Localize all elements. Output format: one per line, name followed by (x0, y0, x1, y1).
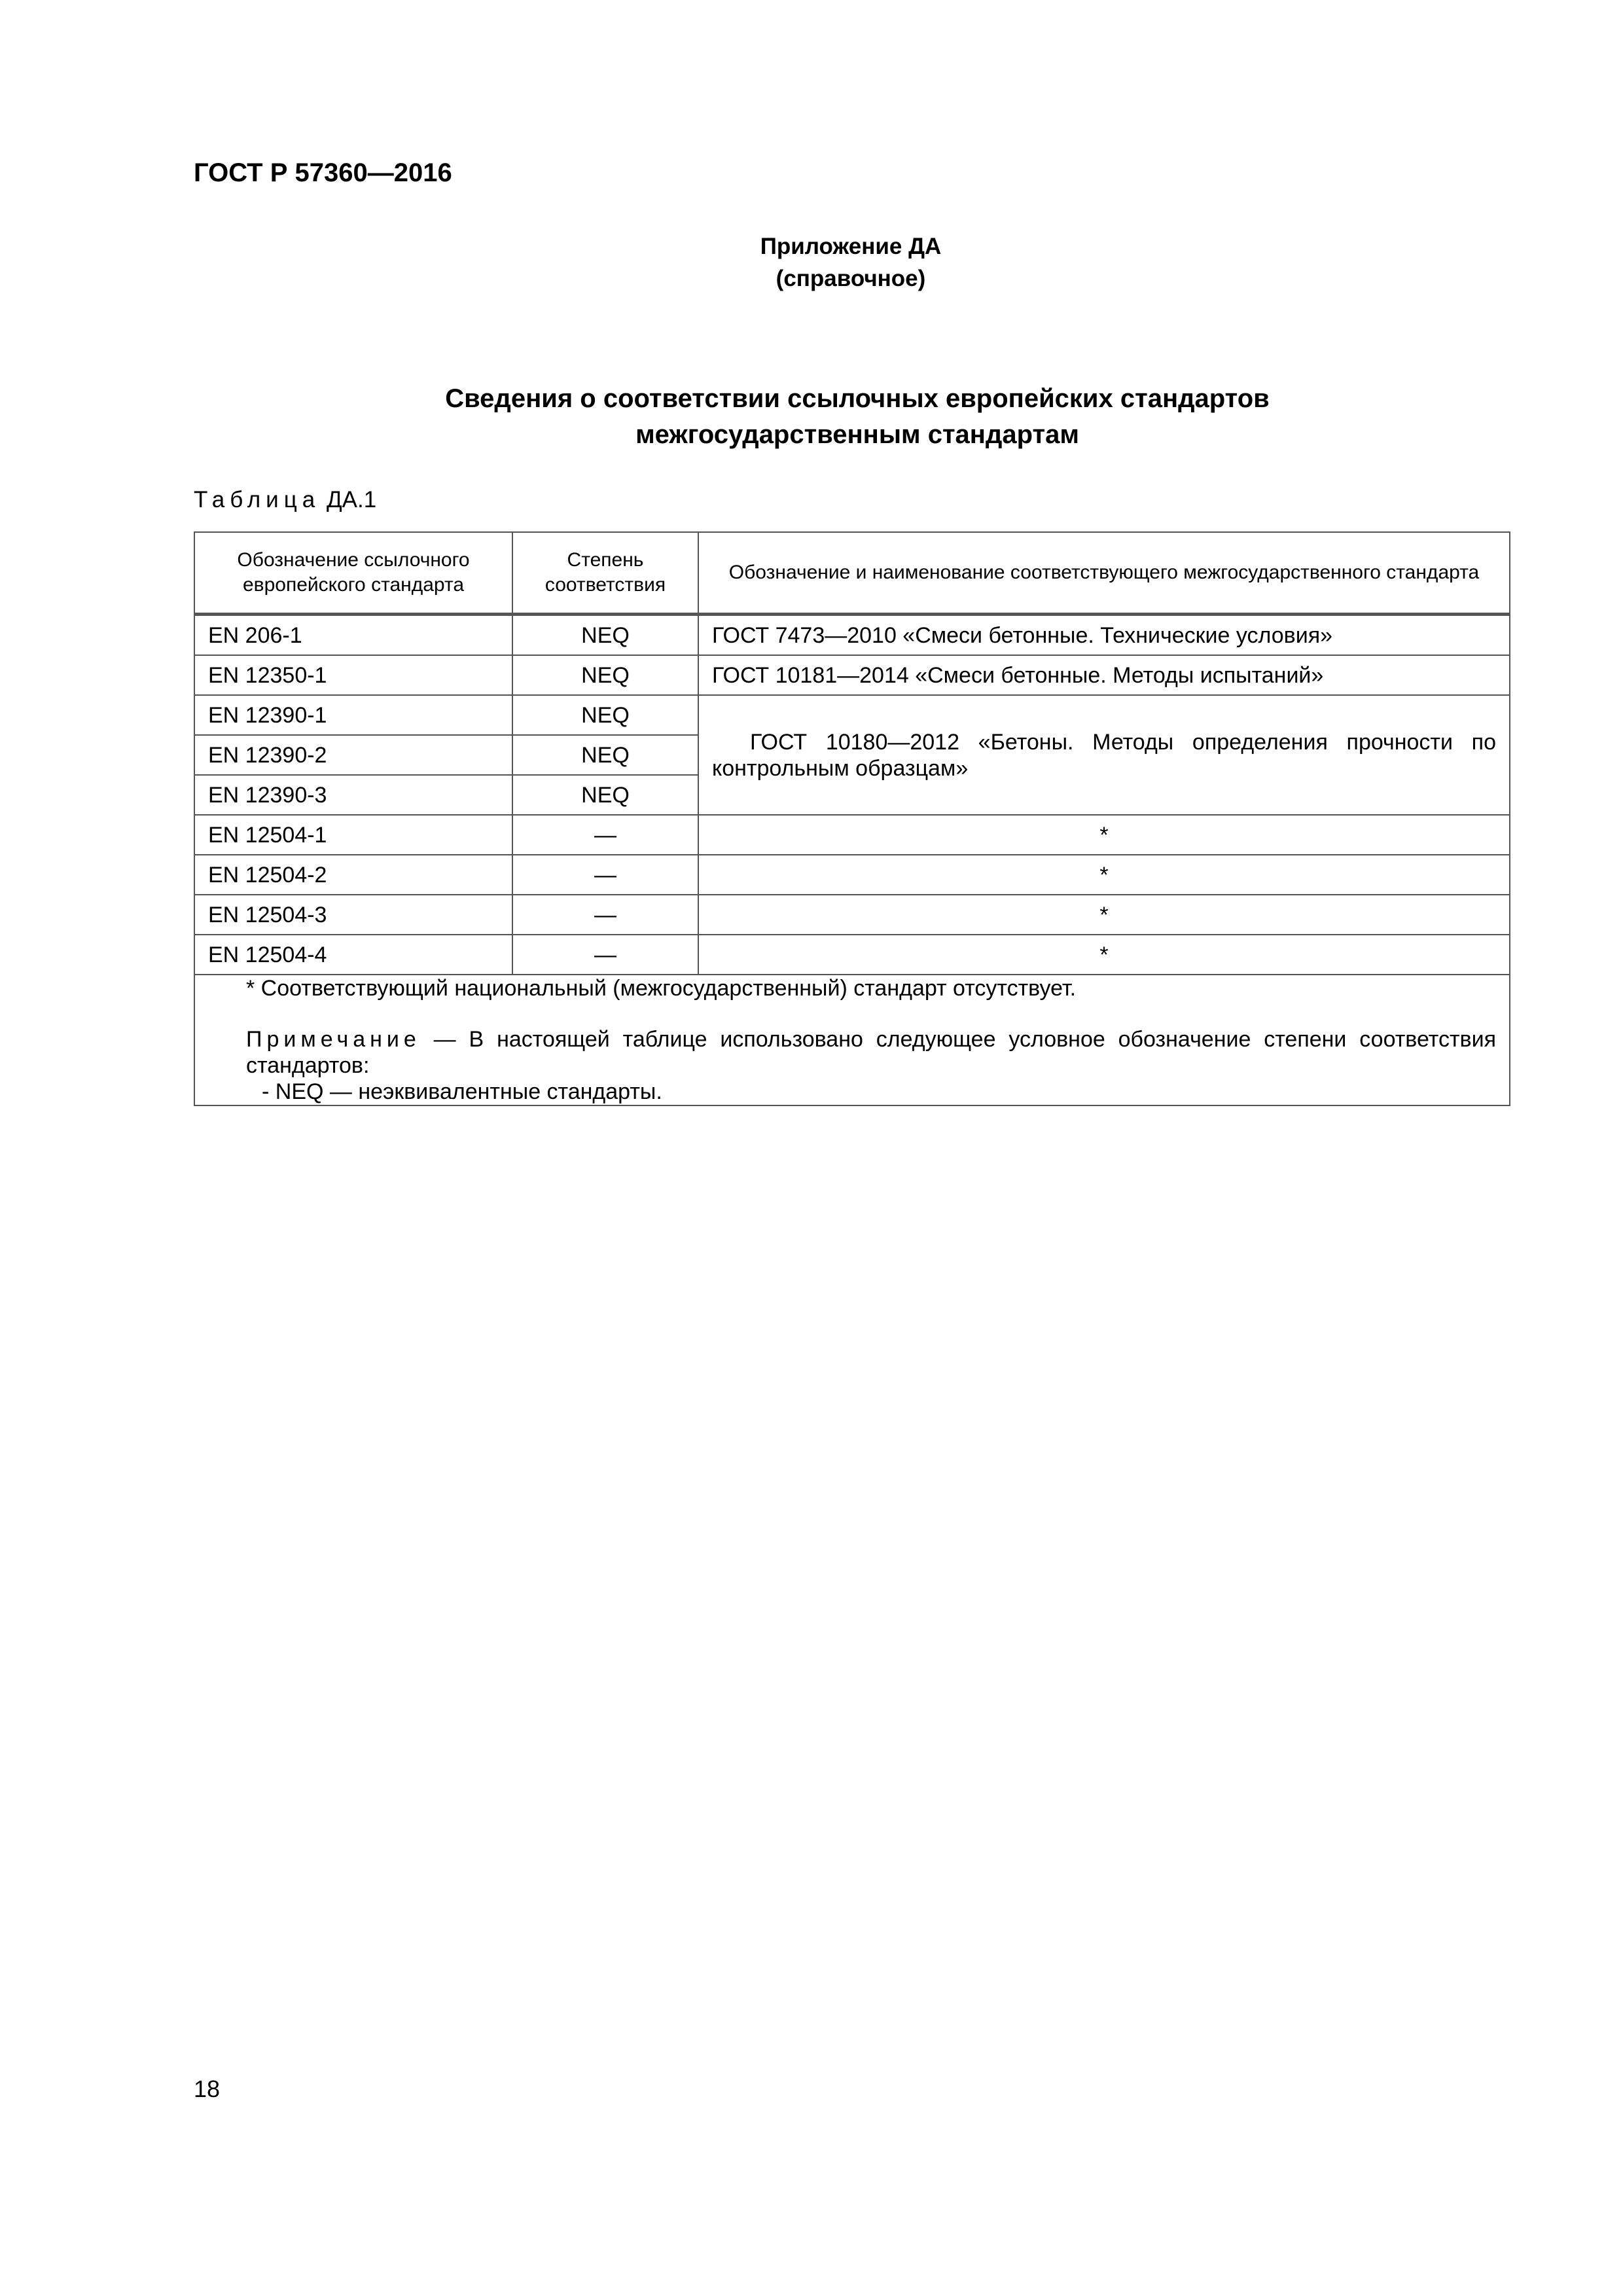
degree-cell: NEQ (512, 735, 698, 775)
degree-cell: NEQ (512, 695, 698, 735)
table-note (208, 1026, 1496, 1079)
note-item-neq: - NEQ — неэквивалентные стандарты. (262, 1079, 662, 1104)
table-row (194, 935, 1510, 975)
reference-standard-cell: EN 12504-4 (194, 935, 512, 975)
table-caption-number: ДА.1 (326, 487, 377, 512)
interstate-standard-cell: * (698, 855, 1510, 895)
degree-cell: — (512, 855, 698, 895)
table-footer-cell (194, 975, 1510, 1105)
section-title-line-2: межгосударственным стандартам (635, 420, 1079, 449)
degree-cell: NEQ (512, 775, 698, 815)
appendix-heading (654, 230, 1047, 295)
table-caption (194, 487, 376, 513)
section-title (366, 381, 1348, 453)
appendix-title: Приложение ДА (760, 234, 942, 259)
table-row (194, 655, 1510, 695)
interstate-standard-cell: * (698, 815, 1510, 855)
appendix-kind: (справочное) (776, 266, 926, 291)
table-row (194, 815, 1510, 855)
table-header-row (194, 532, 1510, 615)
table-row (194, 615, 1510, 656)
degree-cell: NEQ (512, 655, 698, 695)
reference-standard-cell: EN 12504-1 (194, 815, 512, 855)
interstate-standard-cell: * (698, 935, 1510, 975)
reference-standard-cell: EN 12390-3 (194, 775, 512, 815)
degree-cell: — (512, 815, 698, 855)
note-label: Примечание (246, 1027, 421, 1052)
column-header-reference-standard: Обозначение ссылочного европейского стандарта (194, 532, 512, 615)
table-footer-row (194, 975, 1510, 1105)
document-id: ГОСТ Р 57360—2016 (194, 158, 452, 187)
section-title-line-1: Сведения о соответствии ссылочных европейских стандартов (445, 384, 1270, 413)
interstate-standard-text: ГОСТ 10180—2012 «Бетоны. Методы определения прочности по контрольным образцам» (712, 729, 1496, 781)
table-row (194, 895, 1510, 935)
interstate-standard-cell: ГОСТ 10181—2014 «Смеси бетонные. Методы испытаний» (698, 655, 1510, 695)
reference-standard-cell: EN 12350-1 (194, 655, 512, 695)
degree-cell: — (512, 895, 698, 935)
degree-cell: NEQ (512, 615, 698, 656)
note-text: — В настоящей таблице использовано следующее условное обозначение степени соответствия стандартов: (246, 1027, 1496, 1078)
page-number: 18 (194, 2075, 221, 2102)
interstate-standard-cell: * (698, 895, 1510, 935)
interstate-standard-cell-merged (698, 695, 1510, 815)
column-header-degree: Степень соответствия (512, 532, 698, 615)
reference-standard-cell: EN 12390-1 (194, 695, 512, 735)
table-row (194, 695, 1510, 735)
reference-standard-cell: EN 12504-3 (194, 895, 512, 935)
reference-standard-cell: EN 12504-2 (194, 855, 512, 895)
correspondence-table (194, 531, 1510, 1106)
degree-cell: — (512, 935, 698, 975)
column-header-interstate-standard: Обозначение и наименование соответствующего межгосударственного стандарта (698, 532, 1510, 615)
reference-standard-cell: EN 206-1 (194, 615, 512, 656)
table-row (194, 855, 1510, 895)
interstate-standard-cell: ГОСТ 7473—2010 «Смеси бетонные. Технические условия» (698, 615, 1510, 656)
table-caption-word: Таблица (194, 487, 321, 512)
reference-standard-cell: EN 12390-2 (194, 735, 512, 775)
table-footnote: * Соответствующий национальный (межгосударственный) стандарт отсутствует. (246, 976, 1077, 1001)
